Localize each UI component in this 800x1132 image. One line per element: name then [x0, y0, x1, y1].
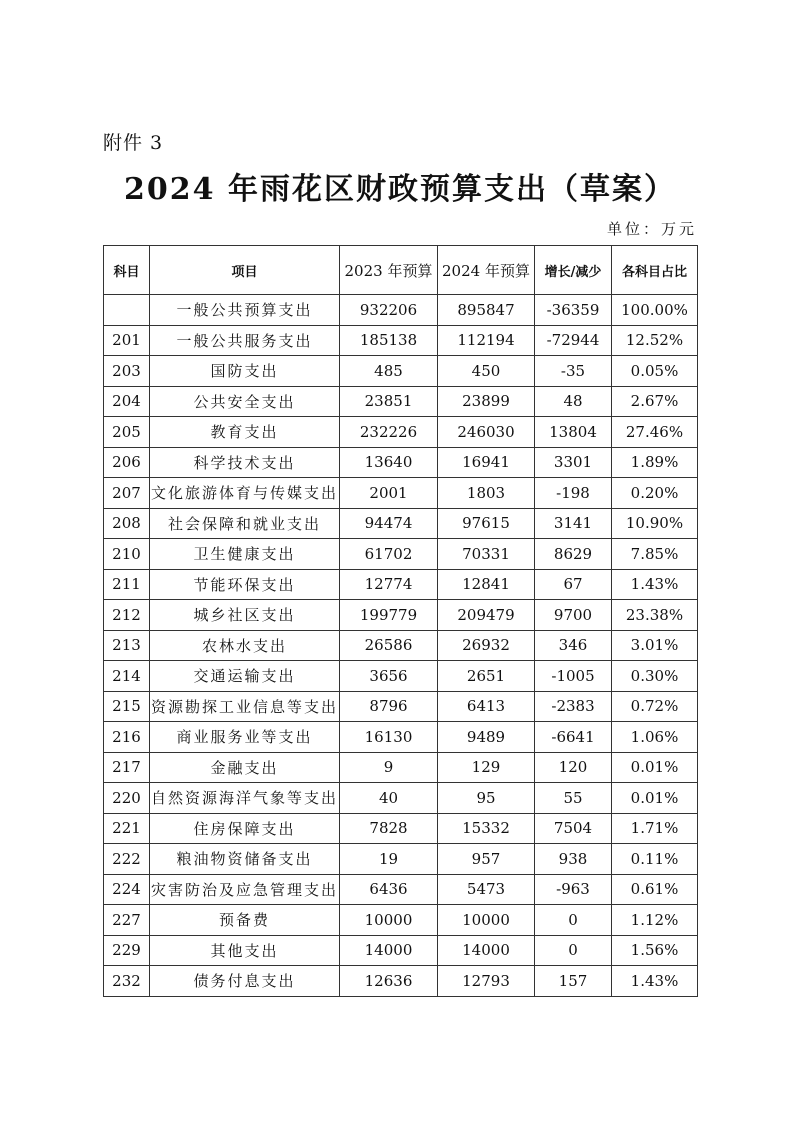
row-change: 13804 — [535, 417, 612, 448]
table-row — [104, 600, 698, 631]
row-share: 1.71% — [612, 813, 698, 844]
row-share: 1.43% — [612, 966, 698, 997]
row-2024-budget: 209479 — [438, 600, 535, 631]
row-change: -2383 — [535, 691, 612, 722]
row-2023-budget: 2001 — [340, 478, 438, 509]
header-share: 各科目占比 — [612, 246, 698, 295]
table-row — [104, 661, 698, 692]
row-2024-budget: 15332 — [438, 813, 535, 844]
row-2023-budget: 14000 — [340, 935, 438, 966]
row-share: 0.72% — [612, 691, 698, 722]
table-row — [104, 447, 698, 478]
table-row — [104, 874, 698, 905]
row-share: 10.90% — [612, 508, 698, 539]
row-code: 203 — [104, 356, 150, 387]
unit-label: 单位：万元 — [606, 220, 697, 238]
row-code: 216 — [104, 722, 150, 753]
row-code: 210 — [104, 539, 150, 570]
row-2023-budget: 3656 — [340, 661, 438, 692]
header-code: 科目 — [104, 246, 150, 295]
row-item: 国防支出 — [150, 356, 340, 387]
table-row — [104, 630, 698, 661]
row-change: -35 — [535, 356, 612, 387]
table-row — [104, 905, 698, 936]
row-change: 8629 — [535, 539, 612, 570]
row-2023-budget: 13640 — [340, 447, 438, 478]
row-2024-budget: 2651 — [438, 661, 535, 692]
row-change: -198 — [535, 478, 612, 509]
row-2023-budget: 9 — [340, 752, 438, 783]
table-row — [104, 539, 698, 570]
row-change: -72944 — [535, 325, 612, 356]
row-code: 201 — [104, 325, 150, 356]
header-change: 增长/减少 — [535, 246, 612, 295]
row-2023-budget: 19 — [340, 844, 438, 875]
row-share: 1.43% — [612, 569, 698, 600]
row-item: 交通运输支出 — [150, 661, 340, 692]
row-2024-budget: 5473 — [438, 874, 535, 905]
row-2024-budget: 97615 — [438, 508, 535, 539]
row-share: 0.30% — [612, 661, 698, 692]
row-code: 207 — [104, 478, 150, 509]
row-code: 222 — [104, 844, 150, 875]
row-code: 217 — [104, 752, 150, 783]
row-change: 0 — [535, 935, 612, 966]
row-2023-budget: 932206 — [340, 295, 438, 326]
row-2023-budget: 61702 — [340, 539, 438, 570]
row-item: 自然资源海洋气象等支出 — [150, 783, 340, 814]
header-2024-budget: 2024 年预算 — [438, 246, 535, 295]
row-2024-budget: 26932 — [438, 630, 535, 661]
row-code: 211 — [104, 569, 150, 600]
table-body — [104, 295, 698, 997]
page-title: 2024 年雨花区财政预算支出（草案） — [124, 172, 676, 207]
row-2024-budget: 10000 — [438, 905, 535, 936]
row-change: 55 — [535, 783, 612, 814]
row-2024-budget: 23899 — [438, 386, 535, 417]
row-change: -36359 — [535, 295, 612, 326]
row-item: 粮油物资储备支出 — [150, 844, 340, 875]
row-item: 教育支出 — [150, 417, 340, 448]
row-share: 27.46% — [612, 417, 698, 448]
row-share: 100.00% — [612, 295, 698, 326]
row-code: 227 — [104, 905, 150, 936]
table-row — [104, 691, 698, 722]
row-change: -6641 — [535, 722, 612, 753]
row-code: 214 — [104, 661, 150, 692]
row-item: 农林水支出 — [150, 630, 340, 661]
row-item: 卫生健康支出 — [150, 539, 340, 570]
row-2024-budget: 12793 — [438, 966, 535, 997]
row-share: 0.01% — [612, 783, 698, 814]
row-code — [104, 295, 150, 326]
row-2024-budget: 895847 — [438, 295, 535, 326]
row-item: 一般公共预算支出 — [150, 295, 340, 326]
row-item: 文化旅游体育与传媒支出 — [150, 478, 340, 509]
row-share: 0.20% — [612, 478, 698, 509]
row-code: 215 — [104, 691, 150, 722]
row-item: 金融支出 — [150, 752, 340, 783]
row-2023-budget: 7828 — [340, 813, 438, 844]
row-2023-budget: 232226 — [340, 417, 438, 448]
row-2024-budget: 246030 — [438, 417, 535, 448]
row-2023-budget: 199779 — [340, 600, 438, 631]
row-2023-budget: 16130 — [340, 722, 438, 753]
row-change: 48 — [535, 386, 612, 417]
table-row — [104, 783, 698, 814]
row-2024-budget: 16941 — [438, 447, 535, 478]
table-row — [104, 966, 698, 997]
table-row — [104, 478, 698, 509]
budget-table — [103, 245, 698, 997]
row-code: 204 — [104, 386, 150, 417]
row-share: 1.89% — [612, 447, 698, 478]
row-code: 221 — [104, 813, 150, 844]
row-item: 资源勘探工业信息等支出 — [150, 691, 340, 722]
row-item: 灾害防治及应急管理支出 — [150, 874, 340, 905]
row-share: 2.67% — [612, 386, 698, 417]
row-item: 债务付息支出 — [150, 966, 340, 997]
row-2024-budget: 14000 — [438, 935, 535, 966]
row-item: 社会保障和就业支出 — [150, 508, 340, 539]
row-2024-budget: 6413 — [438, 691, 535, 722]
row-2023-budget: 10000 — [340, 905, 438, 936]
row-2024-budget: 70331 — [438, 539, 535, 570]
row-share: 1.12% — [612, 905, 698, 936]
row-2024-budget: 9489 — [438, 722, 535, 753]
attachment-label: 附件 3 — [103, 132, 164, 154]
table-row — [104, 722, 698, 753]
row-change: 3301 — [535, 447, 612, 478]
row-share: 0.05% — [612, 356, 698, 387]
row-code: 212 — [104, 600, 150, 631]
row-2023-budget: 12774 — [340, 569, 438, 600]
row-2024-budget: 12841 — [438, 569, 535, 600]
row-share: 12.52% — [612, 325, 698, 356]
row-item: 其他支出 — [150, 935, 340, 966]
header-2023-budget: 2023 年预算 — [340, 246, 438, 295]
row-share: 7.85% — [612, 539, 698, 570]
row-code: 220 — [104, 783, 150, 814]
row-2024-budget: 112194 — [438, 325, 535, 356]
row-2023-budget: 6436 — [340, 874, 438, 905]
row-share: 1.56% — [612, 935, 698, 966]
row-2023-budget: 12636 — [340, 966, 438, 997]
table-row — [104, 325, 698, 356]
row-code: 205 — [104, 417, 150, 448]
row-2024-budget: 95 — [438, 783, 535, 814]
row-change: 0 — [535, 905, 612, 936]
row-change: 7504 — [535, 813, 612, 844]
row-code: 224 — [104, 874, 150, 905]
row-code: 206 — [104, 447, 150, 478]
table-row — [104, 844, 698, 875]
row-change: -1005 — [535, 661, 612, 692]
row-share: 1.06% — [612, 722, 698, 753]
row-share: 0.61% — [612, 874, 698, 905]
row-change: -963 — [535, 874, 612, 905]
table-row — [104, 417, 698, 448]
row-share: 23.38% — [612, 600, 698, 631]
row-2024-budget: 450 — [438, 356, 535, 387]
header-item: 项目 — [150, 246, 340, 295]
row-share: 0.11% — [612, 844, 698, 875]
row-code: 229 — [104, 935, 150, 966]
row-change: 3141 — [535, 508, 612, 539]
row-change: 938 — [535, 844, 612, 875]
table-row — [104, 935, 698, 966]
table-row — [104, 356, 698, 387]
row-code: 208 — [104, 508, 150, 539]
row-item: 城乡社区支出 — [150, 600, 340, 631]
row-change: 120 — [535, 752, 612, 783]
row-share: 3.01% — [612, 630, 698, 661]
row-change: 9700 — [535, 600, 612, 631]
row-item: 预备费 — [150, 905, 340, 936]
row-item: 一般公共服务支出 — [150, 325, 340, 356]
row-2023-budget: 485 — [340, 356, 438, 387]
row-code: 232 — [104, 966, 150, 997]
table-row — [104, 569, 698, 600]
row-item: 商业服务业等支出 — [150, 722, 340, 753]
row-change: 67 — [535, 569, 612, 600]
row-2023-budget: 26586 — [340, 630, 438, 661]
table-header-row — [104, 246, 698, 295]
table-row — [104, 295, 698, 326]
row-2024-budget: 1803 — [438, 478, 535, 509]
row-2024-budget: 129 — [438, 752, 535, 783]
row-2023-budget: 8796 — [340, 691, 438, 722]
table-row — [104, 813, 698, 844]
table-row — [104, 752, 698, 783]
row-item: 科学技术支出 — [150, 447, 340, 478]
table-row — [104, 508, 698, 539]
row-code: 213 — [104, 630, 150, 661]
row-change: 346 — [535, 630, 612, 661]
row-2024-budget: 957 — [438, 844, 535, 875]
row-2023-budget: 185138 — [340, 325, 438, 356]
row-item: 公共安全支出 — [150, 386, 340, 417]
row-item: 住房保障支出 — [150, 813, 340, 844]
row-change: 157 — [535, 966, 612, 997]
row-2023-budget: 40 — [340, 783, 438, 814]
row-2023-budget: 94474 — [340, 508, 438, 539]
row-share: 0.01% — [612, 752, 698, 783]
row-2023-budget: 23851 — [340, 386, 438, 417]
row-item: 节能环保支出 — [150, 569, 340, 600]
table-row — [104, 386, 698, 417]
